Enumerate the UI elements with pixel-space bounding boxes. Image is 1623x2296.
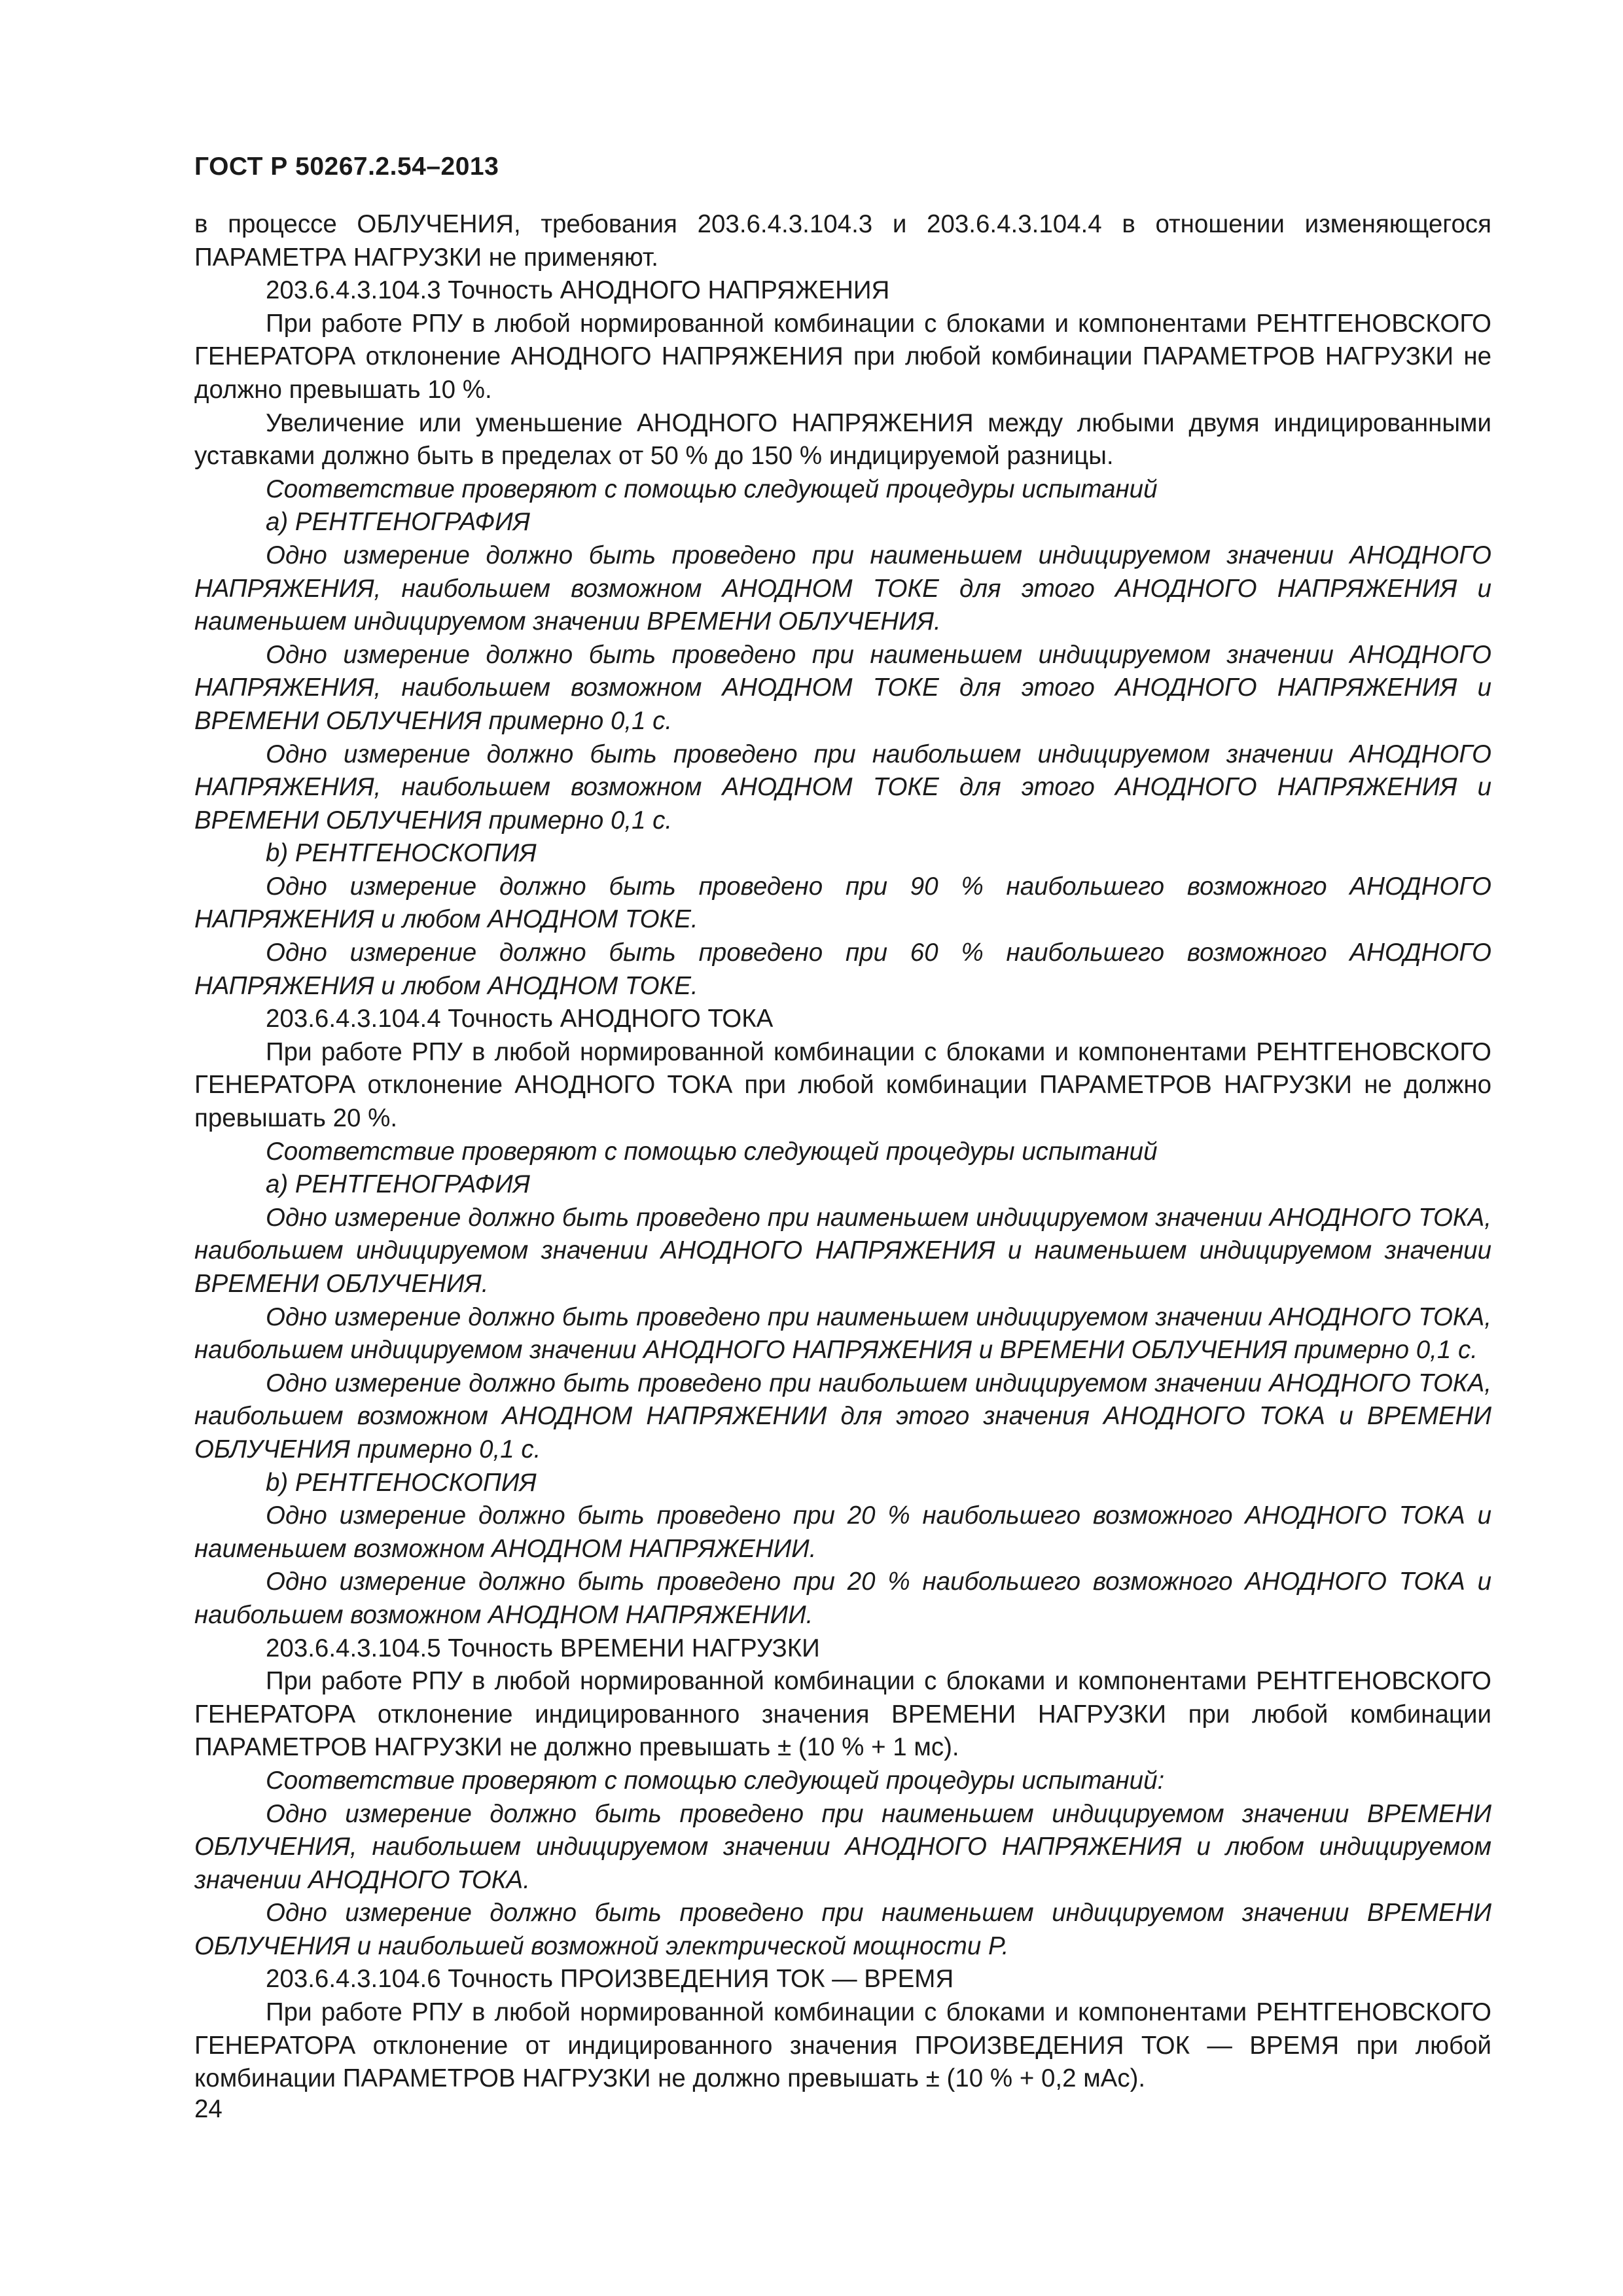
- test-procedure-paragraph: Одно измерение должно быть проведено при наименьшем индицируемом значении ВРЕМЕНИ ОБЛУЧЕНИЯ, наибольшем индицируемом значении АНОДНОГО НАПРЯЖЕНИЯ и любом индицируемом значении АНОДНОГО ТОКА.: [194, 1799, 1491, 1894]
- test-procedure-paragraph: Соответствие проверяют с помощью следующей процедуры испытаний: [266, 475, 1158, 503]
- test-procedure-paragraph: Соответствие проверяют с помощью следующей процедуры испытаний:: [266, 1766, 1165, 1795]
- page-number: 24: [194, 2095, 223, 2123]
- body-paragraph: При работе РПУ в любой нормированной комбинации с блоками и компонентами РЕНТГЕНОВСКОГО ГЕНЕРАТОРА отклонение АНОДНОГО НАПРЯЖЕНИЯ при любой комбинации ПАРАМЕТРОВ НАГРУЗКИ не должно превышать 10 %.: [194, 309, 1491, 404]
- body-paragraph: При работе РПУ в любой нормированной комбинации с блоками и компонентами РЕНТГЕНОВСКОГО ГЕНЕРАТОРА отклонение АНОДНОГО ТОКА при любой комбинации ПАРАМЕТРОВ НАГРУЗКИ не должно превышать 20 %.: [194, 1037, 1491, 1133]
- test-procedure-paragraph: Одно измерение должно быть проведено при наименьшем индицируемом значении АНОДНОГО НАПРЯЖЕНИЯ, наибольшем возможном АНОДНОМ ТОКЕ для этого АНОДНОГО НАПРЯЖЕНИЯ и ВРЕМЕНИ ОБЛУЧЕНИЯ примерно 0,1 с.: [194, 640, 1491, 735]
- test-procedure-paragraph: Одно измерение должно быть проведено при наибольшем индицируемом значении АНОДНОГО НАПРЯЖЕНИЯ, наибольшем возможном АНОДНОМ ТОКЕ для этого АНОДНОГО НАПРЯЖЕНИЯ и ВРЕМЕНИ ОБЛУЧЕНИЯ примерно 0,1 с.: [194, 740, 1491, 834]
- document-body: [194, 208, 1491, 2096]
- test-procedure-paragraph: Одно измерение должно быть проведено при наименьшем индицируемом значении АНОДНОГО ТОКА, наибольшем индицируемом значении АНОДНОГО НАПРЯЖЕНИЯ и наименьшем индицируемом значении ВРЕМЕНИ ОБЛУЧЕНИЯ.: [194, 1203, 1491, 1298]
- test-procedure-paragraph: Соответствие проверяют с помощью следующей процедуры испытаний: [266, 1137, 1158, 1166]
- test-procedure-paragraph: Одно измерение должно быть проведено при наименьшем индицируемом значении ВРЕМЕНИ ОБЛУЧЕНИЯ и наибольшей возможной электрической мощности P.: [194, 1899, 1491, 1960]
- section-heading: 203.6.4.3.104.4 Точность АНОДНОГО ТОКА: [266, 1005, 774, 1033]
- body-paragraph: При работе РПУ в любой нормированной комбинации с блоками и компонентами РЕНТГЕНОВСКОГО ГЕНЕРАТОРА отклонение от индицированного значения ПРОИЗВЕДЕНИЯ ТОК — ВРЕМЯ при любой комбинации ПАРАМЕТРОВ НАГРУЗКИ не должно превышать ± (10 % + 0,2 мАс).: [194, 1998, 1491, 2093]
- continued-paragraph: в процессе ОБЛУЧЕНИЯ, требования 203.6.4.3.104.3 и 203.6.4.3.104.4 в отношении изменяющегося ПАРАМЕТРА НАГРУЗКИ не применяют.: [194, 210, 1491, 272]
- test-procedure-paragraph: Одно измерение должно быть проведено при 60 % наибольшего возможного АНОДНОГО НАПРЯЖЕНИЯ и любом АНОДНОМ ТОКЕ.: [194, 939, 1491, 1000]
- section-heading: 203.6.4.3.104.3 Точность АНОДНОГО НАПРЯЖЕНИЯ: [266, 276, 890, 305]
- test-procedure-paragraph: Одно измерение должно быть проведено при наименьшем индицируемом значении АНОДНОГО ТОКА, наибольшем индицируемом значении АНОДНОГО НАПРЯЖЕНИЯ и ВРЕМЕНИ ОБЛУЧЕНИЯ примерно 0,1 с.: [194, 1302, 1491, 1365]
- test-procedure-paragraph: b) РЕНТГЕНОСКОПИЯ: [266, 839, 537, 868]
- test-procedure-paragraph: a) РЕНТГЕНОГРАФИЯ: [266, 508, 530, 537]
- test-procedure-paragraph: a) РЕНТГЕНОГРАФИЯ: [266, 1170, 530, 1199]
- body-paragraph: Увеличение или уменьшение АНОДНОГО НАПРЯЖЕНИЯ между любыми двумя индицированными уставками должно быть в пределах от 50 % до 150 % индицируемой разницы.: [194, 408, 1491, 471]
- test-procedure-paragraph: Одно измерение должно быть проведено при 90 % наибольшего возможного АНОДНОГО НАПРЯЖЕНИЯ и любом АНОДНОМ ТОКЕ.: [194, 872, 1491, 934]
- test-procedure-paragraph: Одно измерение должно быть проведено при 20 % наибольшего возможного АНОДНОГО ТОКА и наименьшем возможном АНОДНОМ НАПРЯЖЕНИИ.: [194, 1501, 1491, 1563]
- test-procedure-paragraph: Одно измерение должно быть проведено при 20 % наибольшего возможного АНОДНОГО ТОКА и наибольшем возможном АНОДНОМ НАПРЯЖЕНИИ.: [194, 1568, 1491, 1629]
- body-paragraph: При работе РПУ в любой нормированной комбинации с блоками и компонентами РЕНТГЕНОВСКОГО ГЕНЕРАТОРА отклонение индицированного значения ВРЕМЕНИ НАГРУЗКИ при любой комбинации ПАРАМЕТРОВ НАГРУЗКИ не должно превышать ± (10 % + 1 мс).: [194, 1667, 1491, 1762]
- section-heading: 203.6.4.3.104.6 Точность ПРОИЗВЕДЕНИЯ ТОК — ВРЕМЯ: [266, 1965, 954, 1994]
- test-procedure-paragraph: Одно измерение должно быть проведено при наибольшем индицируемом значении АНОДНОГО ТОКА, наибольшем возможном АНОДНОМ НАПРЯЖЕНИИ для этого значения АНОДНОГО ТОКА и ВРЕМЕНИ ОБЛУЧЕНИЯ примерно 0,1 с.: [194, 1369, 1491, 1463]
- standard-designation: ГОСТ Р 50267.2.54–2013: [194, 152, 499, 181]
- test-procedure-paragraph: Одно измерение должно быть проведено при наименьшем индицируемом значении АНОДНОГО НАПРЯЖЕНИЯ, наибольшем возможном АНОДНОМ ТОКЕ для этого АНОДНОГО НАПРЯЖЕНИЯ и наименьшем индицируемом значении ВРЕМЕНИ ОБЛУЧЕНИЯ.: [194, 541, 1491, 636]
- test-procedure-paragraph: b) РЕНТГЕНОСКОПИЯ: [266, 1468, 537, 1497]
- section-heading: 203.6.4.3.104.5 Точность ВРЕМЕНИ НАГРУЗКИ: [266, 1634, 820, 1662]
